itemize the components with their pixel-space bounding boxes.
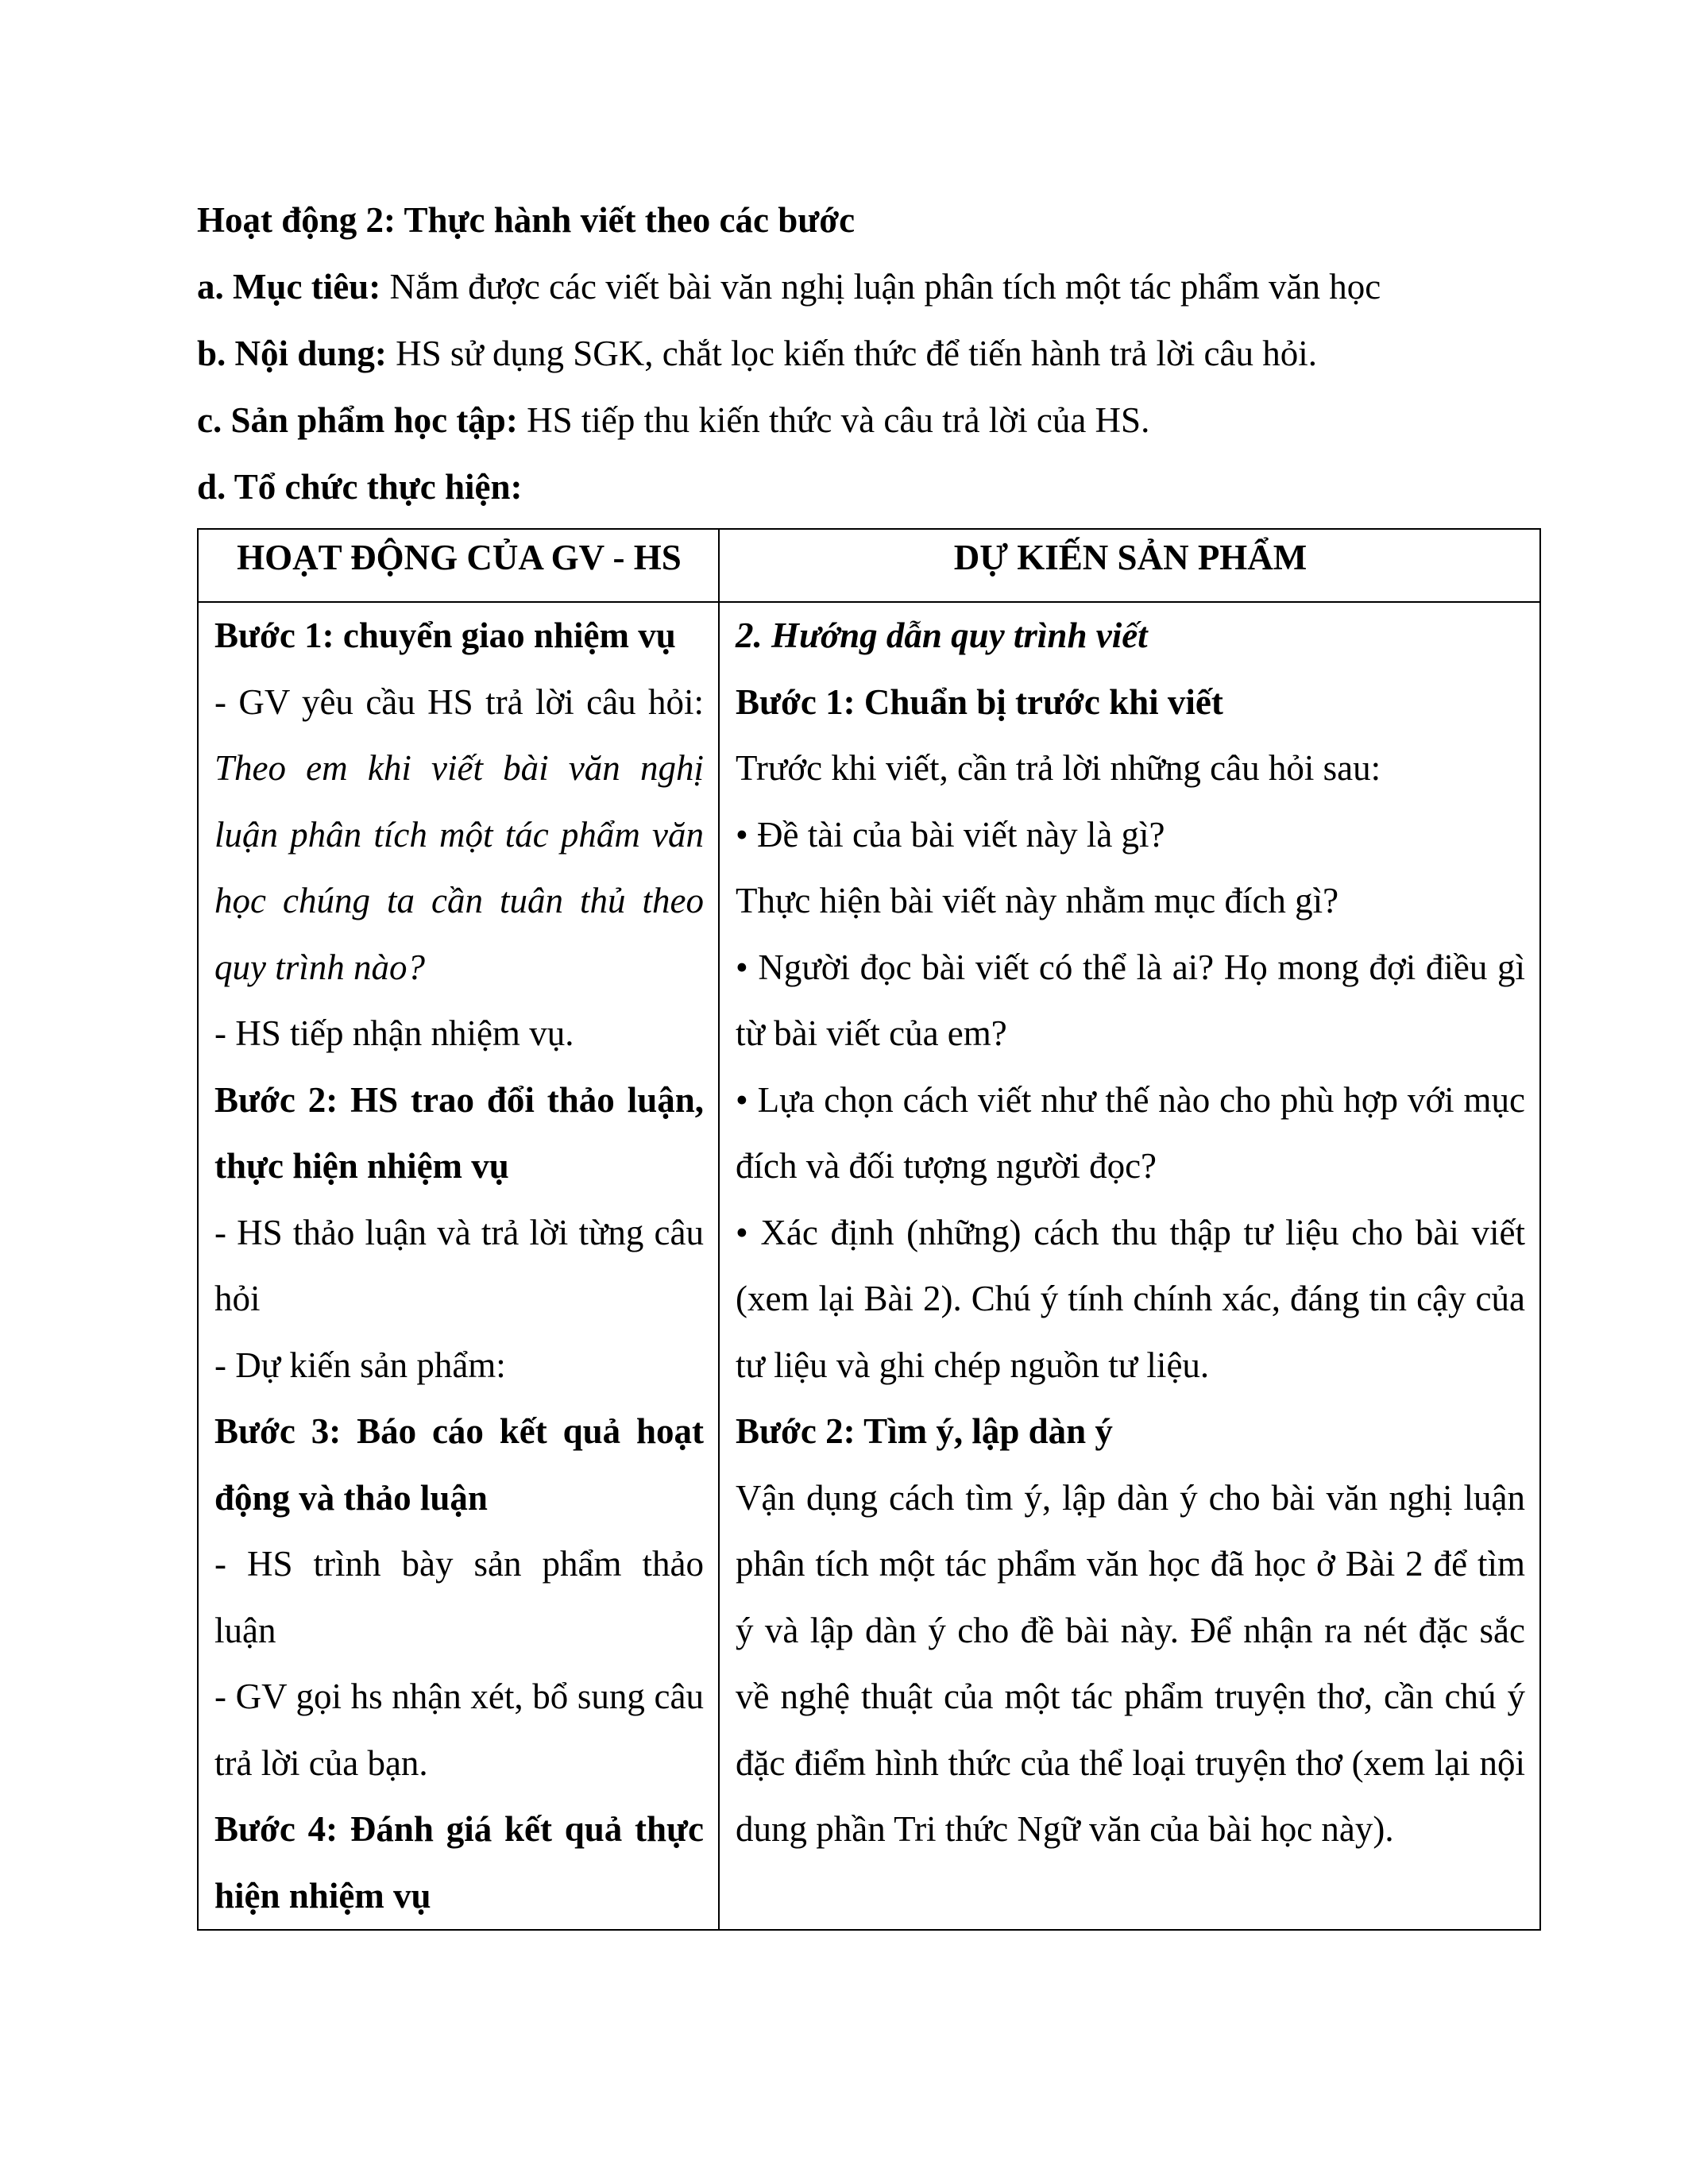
product-label: c. Sản phẩm học tập: — [197, 400, 518, 440]
step1-title: Bước 1: chuyển giao nhiệm vụ — [214, 615, 676, 655]
step2-discuss: - HS thảo luận và trả lời từng câu hỏi — [214, 1212, 704, 1318]
objective-line — [197, 253, 1539, 320]
objective-label: a. Mục tiêu: — [197, 267, 381, 307]
organization-label: d. Tổ chức thực hiện: — [197, 467, 523, 507]
outline-text: Vận dụng cách tìm ý, lập dàn ý cho bài văn nghị luận phân tích một tác phẩm văn học đã học ở Bài 2 để tìm ý và lập dàn ý cho đề bài này. Để nhận ra nét đặc sắc về nghệ thuật của một tác phẩm truyện thơ, cần chú ý đặc điểm hình thức của thể loại truyện thơ (xem lại nội dung phần Tri thức Ngữ văn của bài học này). — [736, 1477, 1525, 1849]
section-title: 2. Hướng dẫn quy trình viết — [736, 615, 1148, 655]
content-line — [197, 320, 1539, 387]
col-header-products: DỰ KIẾN SẢN PHẨM — [719, 529, 1540, 602]
step4-title: Bước 4: Đánh giá kết quả thực hiện nhiệm vụ — [214, 1809, 704, 1916]
purpose-question: Thực hiện bài viết này nhằm mục đích gì? — [736, 881, 1339, 920]
step1-receive: - HS tiếp nhận nhiệm vụ. — [214, 1013, 574, 1053]
bullet-reader: • Người đọc bài viết có thể là ai? Họ mong đợi điều gì từ bài viết của em? — [736, 947, 1525, 1053]
prep-intro: Trước khi viết, cần trả lời những câu hỏi sau: — [736, 748, 1381, 788]
organization-line — [197, 453, 1539, 520]
step3-title: Bước 3: Báo cáo kết quả hoạt động và thảo luận — [214, 1411, 704, 1518]
activity-table — [197, 528, 1541, 1931]
bullet-style: • Lựa chọn cách viết như thế nào cho phù hợp với mục đích và đối tượng người đọc? — [736, 1079, 1525, 1186]
objective-text: Nắm được các viết bài văn nghị luận phân tích một tác phẩm văn học — [380, 267, 1381, 307]
content-label: b. Nội dung: — [197, 334, 387, 373]
prep-step-title: Bước 1: Chuẩn bị trước khi viết — [736, 681, 1223, 722]
expected-products-cell — [719, 602, 1540, 1930]
bullet-sources: • Xác định (những) cách thu thập tư liệu cho bài viết (xem lại Bài 2). Chú ý tính chính xác, đáng tin cậy của tư liệu và ghi chép nguồn tư liệu. — [736, 1212, 1525, 1385]
step2-expected: - Dự kiến sản phẩm: — [214, 1345, 506, 1385]
teacher-student-activities-cell — [198, 602, 719, 1930]
step1-instruction: - GV yêu cầu HS trả lời câu hỏi: Theo em khi viết bài văn nghị luận phân tích một tác phẩm văn học chúng ta cần tuân thủ theo quy trình nào? — [214, 681, 704, 987]
step1-question: Theo em khi viết bài văn nghị luận phân tích một tác phẩm văn học chúng ta cần tuân thủ theo quy trình nào? — [214, 748, 704, 987]
table-row — [198, 602, 1540, 1930]
col-header-activities: HOẠT ĐỘNG CỦA GV - HS — [198, 529, 719, 602]
step2-title: Bước 2: HS trao đổi thảo luận, thực hiện nhiệm vụ — [214, 1079, 704, 1186]
content-text: HS sử dụng SGK, chắt lọc kiến thức để tiến hành trả lời câu hỏi. — [386, 334, 1317, 373]
product-line — [197, 387, 1539, 453]
activity-title: Hoạt động 2: Thực hành viết theo các bước — [197, 200, 856, 240]
outline-step-title: Bước 2: Tìm ý, lập dàn ý — [736, 1411, 1113, 1451]
product-text: HS tiếp thu kiến thức và câu trả lời của HS. — [517, 400, 1150, 440]
table-header-row — [198, 529, 1540, 602]
step3-review: - GV gọi hs nhận xét, bổ sung câu trả lời của bạn. — [214, 1677, 704, 1783]
step3-present: - HS trình bày sản phẩm thảo luận — [214, 1544, 704, 1650]
lesson-intro — [197, 187, 1539, 520]
bullet-topic: • Đề tài của bài viết này là gì? — [736, 814, 1165, 855]
